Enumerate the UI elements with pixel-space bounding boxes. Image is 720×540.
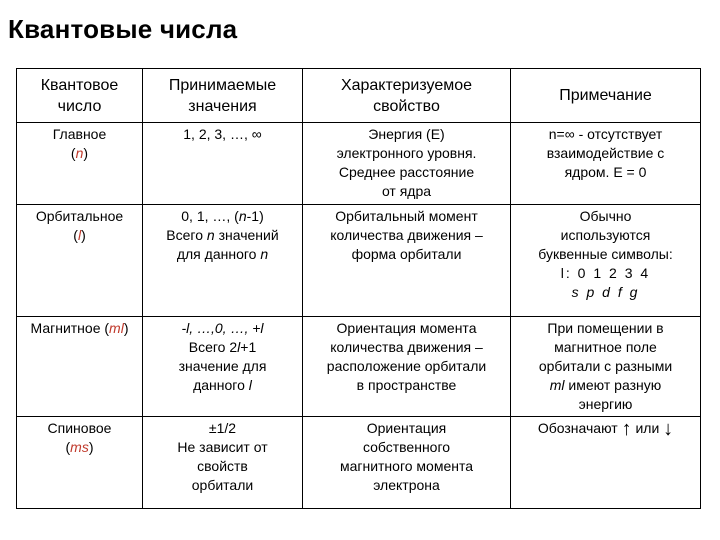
table-row-spin: [17, 417, 701, 509]
table-row-orbital: [17, 205, 701, 317]
cell-orbital-note: Обычно используются буквенные символы: l: 0 1 2 3 4 s p d f g: [511, 205, 701, 317]
cell-magnetic-property: Ориентация момента количества движения – расположение орбитали в пространстве: [303, 317, 511, 417]
arrow-up-icon: ↑: [621, 418, 632, 440]
cell-spin-values: ±1/2 Не зависит от свойств орбитали: [143, 417, 303, 509]
cell-magnetic-name: Магнитное (ml): [17, 317, 143, 417]
cell-principal-property: Энергия (Е) электронного уровня. Среднее расстояние от ядра: [303, 123, 511, 205]
cell-principal-note: n=∞ - отсутствует взаимодействие с ядром. Е = 0: [511, 123, 701, 205]
cell-magnetic-values: -l, …,0, …, +l Всего 2l+1 значение для данного l: [143, 317, 303, 417]
arrow-down-icon: ↓: [663, 418, 674, 440]
cell-orbital-values: 0, 1, …, (n-1) Всего n значений для данного n: [143, 205, 303, 317]
table-row-principal: [17, 123, 701, 205]
header-property: Характеризуемое свойство: [303, 69, 511, 123]
cell-spin-note: Обозначают ↑ или ↓: [511, 417, 701, 509]
cell-principal-values: 1, 2, 3, …, ∞: [143, 123, 303, 205]
cell-principal-name: Главное (n): [17, 123, 143, 205]
cell-spin-name: Спиновое (ms): [17, 417, 143, 509]
quantum-numbers-table: [16, 68, 701, 509]
table-header-row: [17, 69, 701, 123]
cell-orbital-name: Орбитальное (l): [17, 205, 143, 317]
table-row-magnetic: [17, 317, 701, 417]
page-title: Квантовые числа: [8, 14, 238, 44]
header-note: Примечание: [511, 69, 701, 123]
cell-orbital-property: Орбитальный момент количества движения – форма орбитали: [303, 205, 511, 317]
header-quantum-number: Квантовое число: [17, 69, 143, 123]
header-values: Принимаемые значения: [143, 69, 303, 123]
cell-spin-property: Ориентация собственного магнитного момента электрона: [303, 417, 511, 509]
cell-magnetic-note: При помещении в магнитное поле орбитали с разными ml имеют разную энергию: [511, 317, 701, 417]
